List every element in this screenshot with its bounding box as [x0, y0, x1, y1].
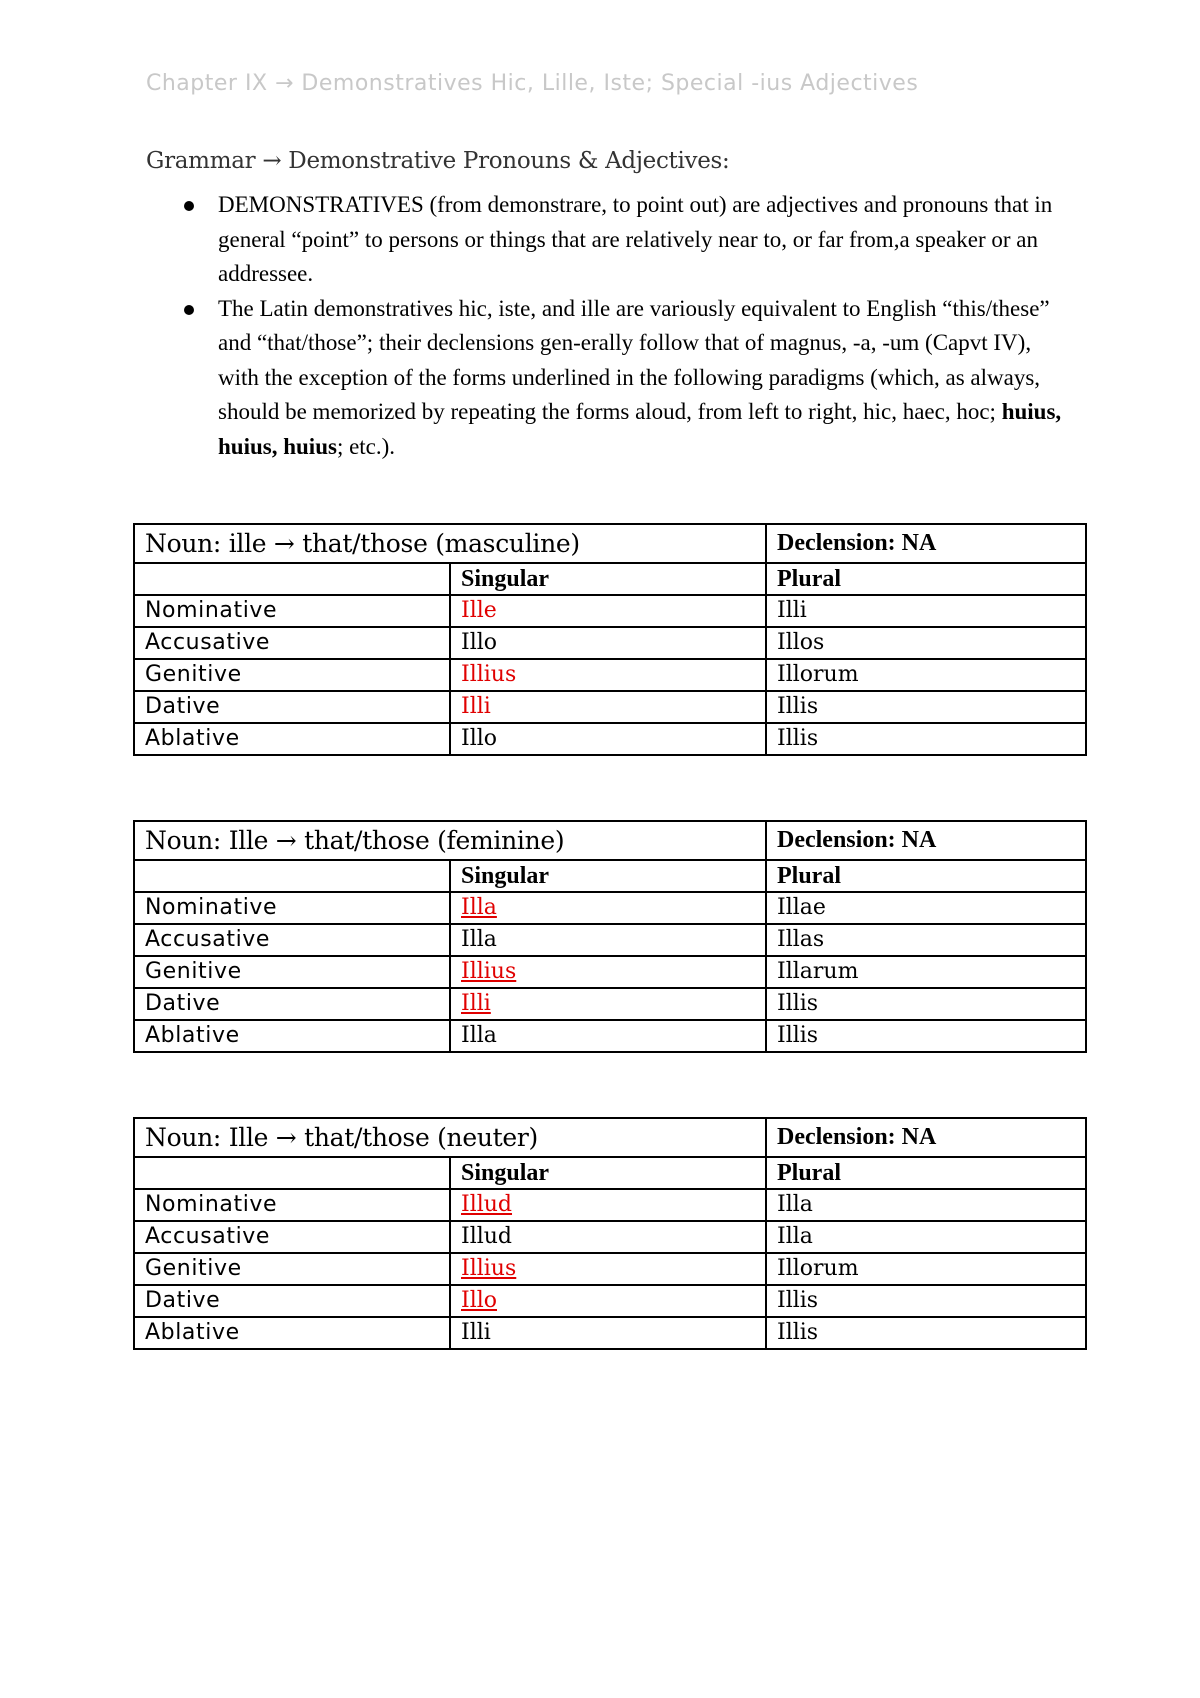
plural-header: Plural	[766, 563, 1086, 595]
singular-form-text: Illo	[461, 726, 498, 751]
plural-form: Illarum	[766, 956, 1086, 988]
empty-header-cell	[134, 1157, 450, 1189]
plural-form: Illis	[766, 723, 1086, 755]
case-label: Ablative	[134, 1020, 450, 1052]
singular-form	[450, 1317, 766, 1349]
bullet-text: DEMONSTRATIVES (from demonstrare, to point out) are adjectives and pronouns that in general “point” to persons or things that are relatively near to, or far from,a speaker or an addressee.	[218, 192, 1053, 286]
bullet-dot-icon	[184, 201, 194, 211]
table-row	[134, 1221, 1086, 1253]
case-label: Accusative	[134, 1221, 450, 1253]
table-row	[134, 595, 1086, 627]
case-label: Dative	[134, 988, 450, 1020]
bullet-text: The Latin demonstratives hic, iste, and ille are variously equivalent to English “this/these” and “that/those”; their declensions gen-erally follow that of magnus, -a, -um (Capvt IV), with the exception of the forms underlined in the following paradigms (which, as always, should be memorized by repeating the forms aloud, from left to right, hic, haec, hoc;	[218, 295, 1050, 424]
bullet-list	[146, 188, 1066, 464]
singular-header: Singular	[450, 563, 766, 595]
table-row	[134, 1253, 1086, 1285]
table-title-row	[134, 524, 1086, 563]
singular-form-text: Illi	[461, 1320, 491, 1345]
table-title: Noun: ille → that/those (masculine)	[134, 524, 766, 563]
declension-label: Declension: NA	[766, 524, 1086, 563]
singular-form-text: Illa	[461, 895, 497, 920]
singular-form-text: Illi	[461, 991, 491, 1016]
singular-form-text: Illa	[461, 1023, 497, 1048]
table-row	[134, 956, 1086, 988]
case-label: Ablative	[134, 723, 450, 755]
table-title: Noun: Ille → that/those (feminine)	[134, 821, 766, 860]
table-row	[134, 1189, 1086, 1221]
case-label: Genitive	[134, 659, 450, 691]
plural-form: Illorum	[766, 659, 1086, 691]
case-label: Genitive	[134, 956, 450, 988]
declension-table	[133, 820, 1087, 1053]
table-row	[134, 627, 1086, 659]
bullet-text-bold: huius, huius, huius	[218, 399, 1062, 459]
singular-form	[450, 595, 766, 627]
singular-form	[450, 627, 766, 659]
case-label: Genitive	[134, 1253, 450, 1285]
table-header-row	[134, 563, 1086, 595]
empty-header-cell	[134, 860, 450, 892]
singular-header: Singular	[450, 1157, 766, 1189]
singular-form-text: Illius	[461, 959, 517, 984]
plural-form: Illas	[766, 924, 1086, 956]
table-row	[134, 1020, 1086, 1052]
bullet-item	[146, 292, 1066, 465]
plural-form: Illorum	[766, 1253, 1086, 1285]
plural-form: Illa	[766, 1189, 1086, 1221]
singular-header: Singular	[450, 860, 766, 892]
singular-form-text: Illius	[461, 662, 517, 687]
declension-table	[133, 523, 1087, 756]
singular-form-text: Illius	[461, 1256, 517, 1281]
singular-form	[450, 1285, 766, 1317]
case-label: Nominative	[134, 595, 450, 627]
plural-form: Illa	[766, 1221, 1086, 1253]
plural-form: Illis	[766, 1317, 1086, 1349]
table-row	[134, 1317, 1086, 1349]
table-row	[134, 924, 1086, 956]
plural-form: Illis	[766, 988, 1086, 1020]
singular-form-text: Illa	[461, 927, 497, 952]
table-title-row	[134, 1118, 1086, 1157]
table-row	[134, 988, 1086, 1020]
section-heading: Grammar → Demonstrative Pronouns & Adjectives:	[146, 148, 730, 174]
singular-form	[450, 723, 766, 755]
plural-form: Illi	[766, 595, 1086, 627]
case-label: Accusative	[134, 627, 450, 659]
singular-form-text: Illi	[461, 694, 491, 719]
singular-form	[450, 956, 766, 988]
case-label: Dative	[134, 691, 450, 723]
singular-form	[450, 691, 766, 723]
bullet-item	[146, 188, 1066, 292]
singular-form-text: Illud	[461, 1192, 513, 1217]
plural-form: Illis	[766, 1285, 1086, 1317]
plural-form: Illis	[766, 691, 1086, 723]
singular-form	[450, 1253, 766, 1285]
singular-form	[450, 988, 766, 1020]
table-title-row	[134, 821, 1086, 860]
singular-form	[450, 1189, 766, 1221]
table-row	[134, 1285, 1086, 1317]
singular-form-text: Ille	[461, 598, 497, 623]
table-row	[134, 723, 1086, 755]
singular-form-text: Illo	[461, 1288, 498, 1313]
page-header: Chapter IX → Demonstratives Hic, Lille, Iste; Special -ius Adjectives	[146, 71, 919, 96]
case-label: Nominative	[134, 892, 450, 924]
declension-label: Declension: NA	[766, 821, 1086, 860]
declension-label: Declension: NA	[766, 1118, 1086, 1157]
singular-form-text: Illo	[461, 630, 498, 655]
plural-form: Illos	[766, 627, 1086, 659]
table-row	[134, 659, 1086, 691]
singular-form	[450, 892, 766, 924]
plural-header: Plural	[766, 1157, 1086, 1189]
plural-form: Illae	[766, 892, 1086, 924]
case-label: Accusative	[134, 924, 450, 956]
table-header-row	[134, 1157, 1086, 1189]
singular-form	[450, 659, 766, 691]
table-row	[134, 691, 1086, 723]
bullet-text-end: ; etc.).	[336, 433, 396, 459]
singular-form	[450, 924, 766, 956]
plural-header: Plural	[766, 860, 1086, 892]
case-label: Ablative	[134, 1317, 450, 1349]
table-header-row	[134, 860, 1086, 892]
bullet-dot-icon	[184, 305, 194, 315]
plural-form: Illis	[766, 1020, 1086, 1052]
singular-form-text: Illud	[461, 1224, 513, 1249]
case-label: Dative	[134, 1285, 450, 1317]
empty-header-cell	[134, 563, 450, 595]
table-title: Noun: Ille → that/those (neuter)	[134, 1118, 766, 1157]
table-row	[134, 892, 1086, 924]
singular-form	[450, 1020, 766, 1052]
declension-table	[133, 1117, 1087, 1350]
case-label: Nominative	[134, 1189, 450, 1221]
singular-form	[450, 1221, 766, 1253]
